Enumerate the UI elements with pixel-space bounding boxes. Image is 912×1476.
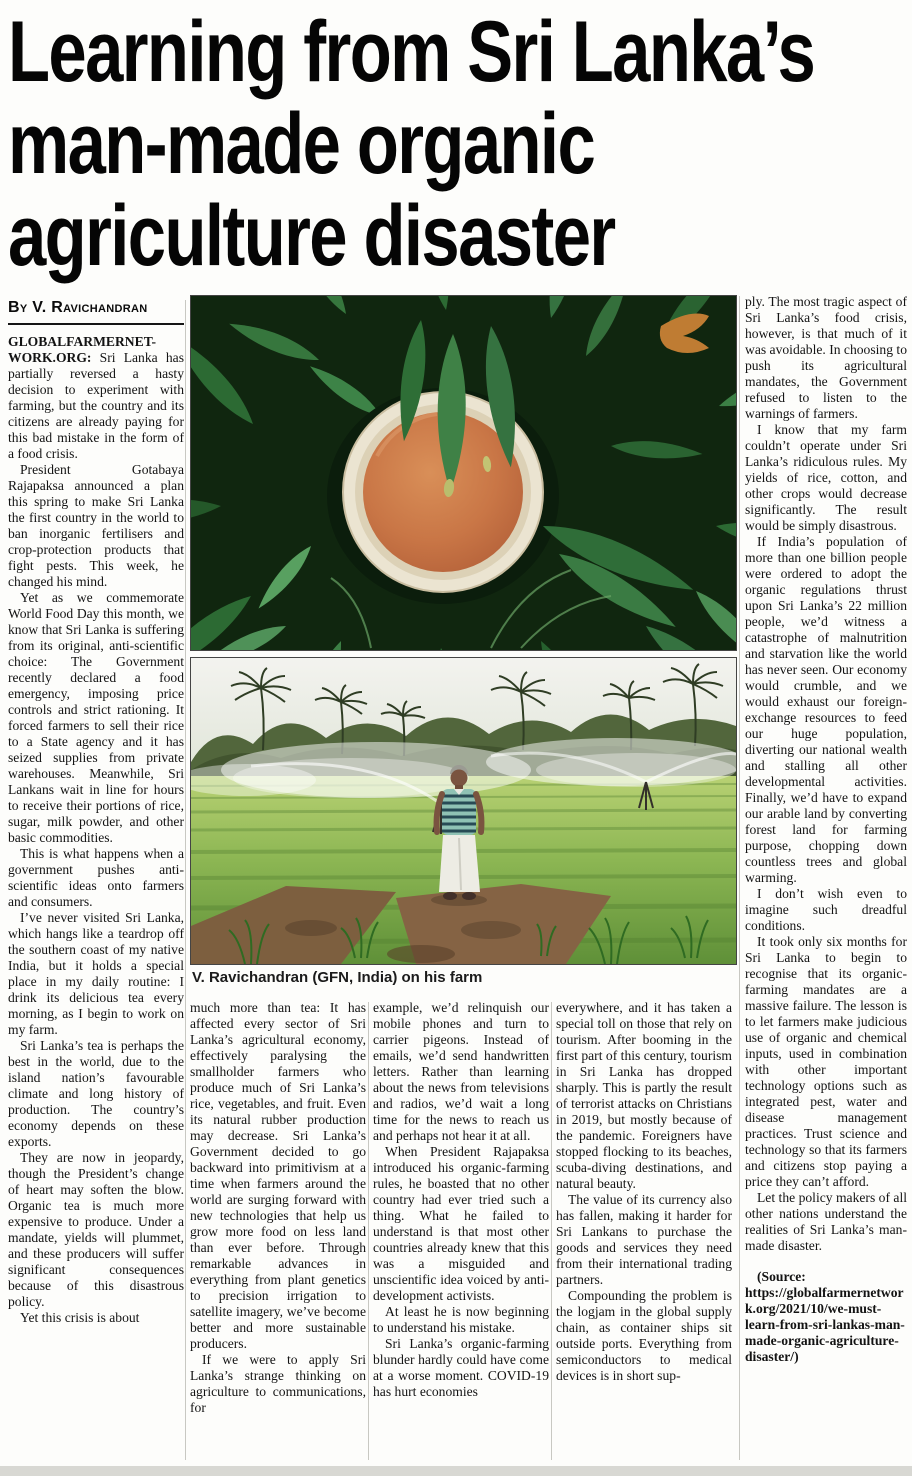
paragraph: Sri Lanka’s organic-farming blunder hardly could have come at a worse moment. COVID-19 has hurt economies	[373, 1336, 549, 1399]
sandal	[462, 892, 476, 900]
farm-photo	[190, 657, 737, 965]
source-note: (Source: https://globalfarmernetwork.org/2021/10/we-must-learn-from-sri-lankas-man-made-organic-agriculture-disaster/)	[745, 1269, 905, 1364]
head	[451, 770, 468, 787]
paragraph: If India’s population of more than one billion people were ordered to adopt the organic regulations thrust upon Sri Lanka’s 22 million people, we’d witness a catastrophe of malnutrition and starvation like the world has never seen. Our economy would crumble, and we would exhaust our foreign-exchange resources to feed our huge population, diverting our national wealth and stalling all other developmental activities. Finally, we’d have to expand our arable land by converting forest land for farming purpose, chopping down countless trees and global warming.	[745, 534, 907, 885]
paragraph: Compounding the problem is the logjam in the global supply chain, as container ships sit outside ports. Everything from semiconductors to medical devices is in short sup-	[556, 1288, 732, 1383]
paragraph: I don’t wish even to imagine such dreadful conditions.	[745, 886, 907, 933]
paragraph: President Gotabaya Rajapaksa announced a plan this spring to make Sri Lanka the first country in the world to ban inorganic fertilisers and crop-protection products that fight pests. This week, he changed his mind.	[8, 462, 184, 589]
paragraph: Sri Lanka’s tea is perhaps the best in the world, due to the island nation’s favourable climate and long history of production. The country’s economy depends on these exports.	[8, 1038, 184, 1149]
headline-line-3: agriculture disaster	[8, 188, 615, 284]
sandal	[443, 892, 457, 900]
lead-in: GLOBALFARMERNET-WORK.ORG:	[8, 334, 157, 365]
article-column-3	[373, 1000, 549, 1462]
paragraph: If we were to apply Sri Lanka’s strange thinking on agriculture to communications, for	[190, 1352, 366, 1415]
paragraph	[8, 334, 184, 462]
tea-cup-illustration	[191, 296, 736, 650]
paragraph: I know that my farm couldn’t operate under Sri Lanka’s ridiculous rules. My yields of rice, cotton, and other crops would decrease significantly. The result would be simply disastrous.	[745, 422, 907, 533]
paragraph: Yet this crisis is about	[20, 1310, 140, 1325]
article-headline	[8, 6, 908, 282]
article-column-1	[8, 298, 184, 1462]
paragraph: I’ve never visited Sri Lanka, which hangs like a teardrop off the southern coast of my native India, but it holds a special place in my daily routine: I drink its delicious tea every morning, as I begin to work on my farm.	[8, 910, 184, 1037]
column-rule	[551, 1002, 552, 1460]
paragraph: When President Rajapaksa introduced his organic-farming rules, he boasted that no other country had ever tried such a thing. What he failed to understand is that most other countries already knew that this was a misguided and unscientific idea voiced by anti-development activists.	[373, 1144, 549, 1303]
tea-cup-photo	[190, 295, 737, 651]
paragraph: Yet as we commemorate World Food Day this month, we know that Sri Lanka is suffering from its original, anti-scientific choice: The Government recently declared a food emergency, imposing price controls and strict rationing. It forced farmers to sell their rice to a State agency and it has seized supplies from private warehouses. Meanwhile, Sri Lankans wait in line for hours to receive their portions of rice, sugar, milk powder, and other basic commodities.	[8, 590, 184, 845]
striped-shirt	[442, 789, 476, 835]
column-rule	[185, 300, 186, 1460]
paragraph: everywhere, and it has taken a special toll on those that rely on tourism. After booming in the first part of this century, tourism in Sri Lanka has dropped sharply. This is partly the result of terrorist attacks on Christians in 2019, but mostly because of the pandemic. Foreigners have stopped flocking to its beaches, scuba-diving destinations, and natural beauty.	[556, 1000, 732, 1191]
paragraph: This is what happens when a government pushes anti-scientific ideas onto farmers and consumers.	[8, 846, 184, 909]
byline: By V. Ravichandran	[8, 298, 184, 325]
column-rule	[368, 1002, 369, 1460]
paragraph: It took only six months for Sri Lanka to begin to recognise that its organic-farming mandates are a massive failure. The lesson is to let farmers make judicious use of organic and chemical inputs, used in combination with other important technology options such as integrated pest, water and disease management practices. Trust science and technology so that its farmers and citizens stop paying a price they can’t afford.	[745, 934, 907, 1189]
photo-caption: V. Ravichandran (GFN, India) on his farm	[192, 969, 483, 986]
headline-line-2: man-made organic	[8, 96, 595, 192]
article-column-2	[190, 1000, 366, 1462]
article-column-5	[745, 294, 907, 1462]
article-column-4	[556, 1000, 732, 1462]
paragraph: Let the policy makers of all other nations understand the realities of Sri Lanka’s man-made disaster.	[745, 1190, 907, 1253]
farmer-shadow	[431, 894, 487, 906]
paragraph: much more than tea: It has affected every sector of Sri Lanka’s agricultural economy, effectively paralysing the smallholder farmers who produce much of Sri Lanka’s rice, vegetables, and fruit. Even its natural rubber production may decrease. Sri Lanka’s Government decided to go backward into primitivism at a time when farmers around the world are surging forward with new technologies that help us grow more food on less land than ever before. Through remarkable advances in everything from plant genetics to precision irrigation to satellite imagery, we’ve become better and more sustainable producers.	[190, 1000, 366, 1351]
column-rule	[739, 296, 740, 1460]
farm-illustration	[191, 658, 736, 964]
paragraph: The value of its currency also has fallen, making it harder for Sri Lankans to purchase the goods and services they need from their international trading partners.	[556, 1192, 732, 1287]
headline-line-1: Learning from Sri Lanka’s	[8, 4, 815, 100]
paragraph-text: Sri Lanka has partially reversed a hasty decision to experiment with farming, but the country and its citizens are already paying for this bad mistake in the form of a food crisis.	[8, 350, 184, 461]
paragraph: They are now in jeopardy, though the President’s change of heart may soften the blow. Organic tea is much more expensive to produce. Under a mandate, yields will plummet, and these producers will suffer significant consequences because of this disastrous policy.	[8, 1150, 184, 1309]
paragraph: At least he is now beginning to understand his mistake.	[373, 1304, 549, 1335]
paragraph: ply. The most tragic aspect of Sri Lanka’s food crisis, however, is that much of it was avoidable. In choosing to push its agricultural mandates, the Government refused to listen to the warnings of farmers.	[745, 294, 907, 421]
paragraph: example, we’d relinquish our mobile phones and turn to carrier pigeons. Instead of emails, we’d send handwritten letters. Rather than learning about the news from televisions and radios, we’d wait a long time for the news to reach us and perhaps not hear it at all.	[373, 1000, 549, 1143]
page-bottom-strip	[0, 1466, 912, 1476]
